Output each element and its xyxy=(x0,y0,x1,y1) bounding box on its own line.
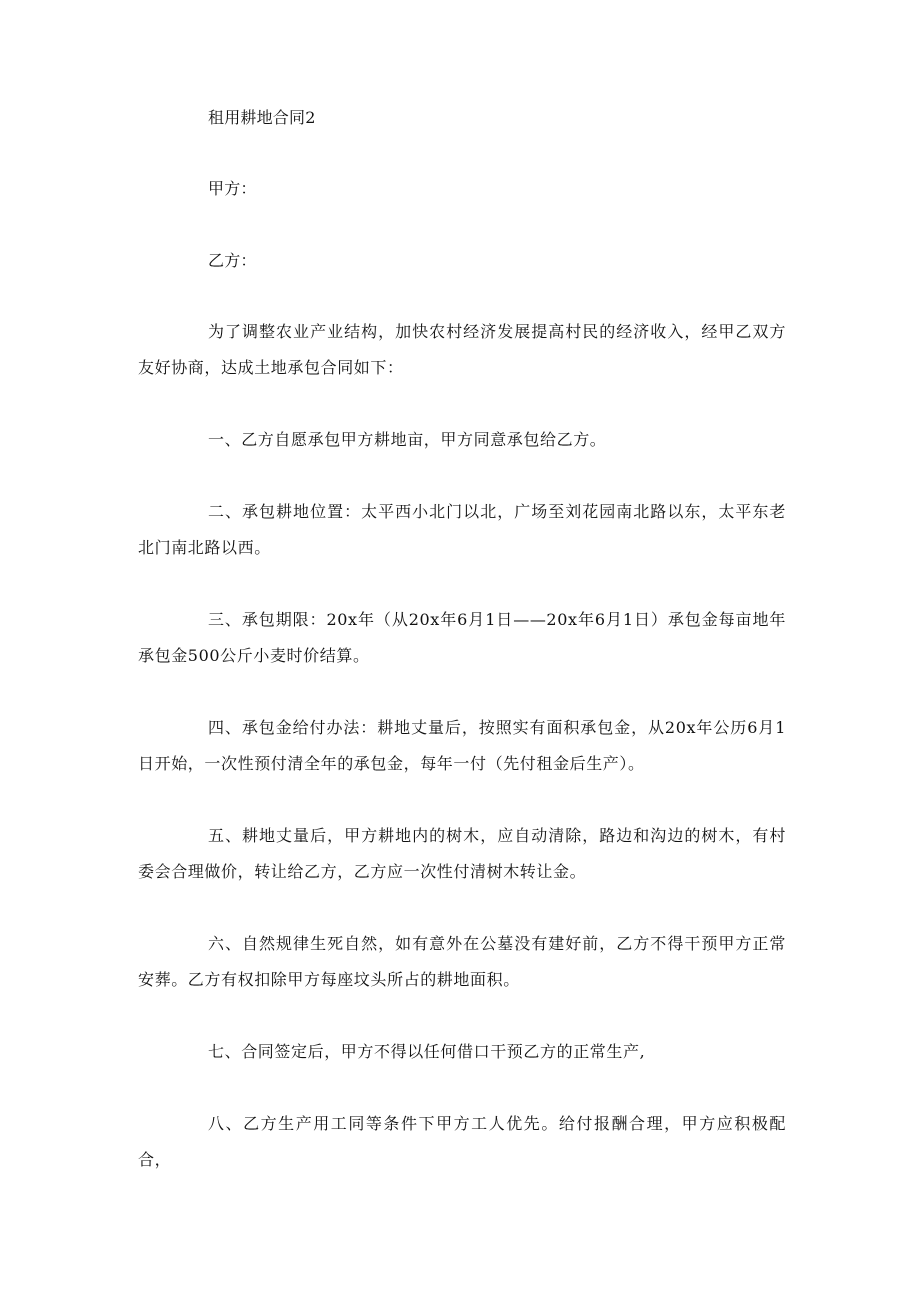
clause-4: 四、承包金给付办法：耕地丈量后，按照实有面积承包金，从20x年公历6月1日开始，一次性预付清全年的承包金，每年一付（先付租金后生产）。 xyxy=(138,718,786,773)
clause-6: 六、自然规律生死自然，如有意外在公墓没有建好前，乙方不得干预甲方正常安葬。乙方有权扣除甲方每座坟头所占的耕地面积。 xyxy=(138,934,786,989)
preamble-paragraph: 为了调整农业产业结构，加快农村经济发展提高村民的经济收入，经甲乙双方友好协商，达成土地承包合同如下： xyxy=(138,322,786,377)
party-a-label: 甲方： xyxy=(208,179,257,198)
clause-1: 一、乙方自愿承包甲方耕地亩，甲方同意承包给乙方。 xyxy=(208,430,607,449)
document-title: 租用耕地合同2 xyxy=(208,108,316,127)
clause-2: 二、承包耕地位置：太平西小北门以北，广场至刘花园南北路以东，太平东老北门南北路以西。 xyxy=(138,502,786,557)
clause-8: 八、乙方生产用工同等条件下甲方工人优先。给付报酬合理，甲方应积极配合， xyxy=(138,1114,786,1169)
clause-5: 五、耕地丈量后，甲方耕地内的树木，应自动清除，路边和沟边的树木，有村委会合理做价，转让给乙方，乙方应一次性付清树木转让金。 xyxy=(138,826,786,881)
clause-3: 三、承包期限：20x年（从20x年6月1日——20x年6月1日）承包金每亩地年承包金500公斤小麦时价结算。 xyxy=(138,610,786,665)
clause-7: 七、合同签定后，甲方不得以任何借口干预乙方的正常生产, xyxy=(208,1042,646,1061)
party-b-label: 乙方： xyxy=(208,251,257,270)
